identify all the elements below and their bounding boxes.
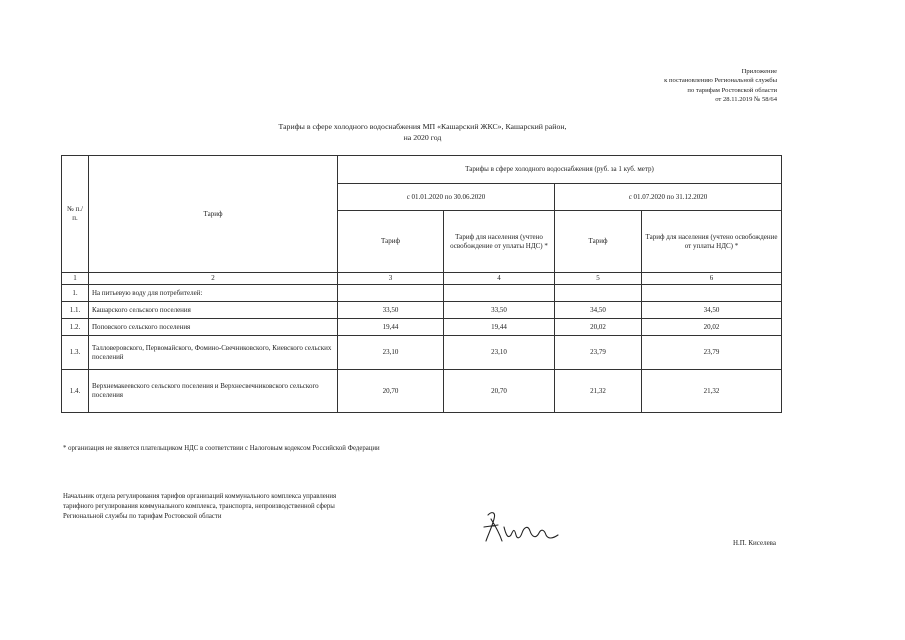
row-value [642, 285, 782, 302]
table-row [62, 285, 782, 302]
row-number: 1.3. [62, 336, 89, 370]
row-value: 23,79 [555, 336, 642, 370]
row-value [444, 285, 555, 302]
header-period-1: с 01.01.2020 по 30.06.2020 [338, 184, 555, 211]
header-col-population: Тариф для населения (учтено освобождение от уплаты НДС) * [444, 211, 555, 273]
row-value: 33,50 [444, 302, 555, 319]
header-row [62, 156, 782, 184]
row-value: 19,44 [338, 319, 444, 336]
column-number: 6 [642, 273, 782, 285]
header-num: № п./п. [62, 156, 89, 273]
column-number: 2 [89, 273, 338, 285]
row-value: 19,44 [444, 319, 555, 336]
header-col-tariff-2: Тариф [555, 211, 642, 273]
document-title [0, 121, 845, 143]
row-value [338, 285, 444, 302]
column-number: 3 [338, 273, 444, 285]
row-number: 1.4. [62, 370, 89, 413]
column-number: 1 [62, 273, 89, 285]
header-col-tariff: Тариф [338, 211, 444, 273]
row-value: 20,70 [338, 370, 444, 413]
row-name: Кашарского сельского поселения [89, 302, 338, 319]
row-name: Поповского сельского поселения [89, 319, 338, 336]
row-value: 20,02 [555, 319, 642, 336]
row-value [555, 285, 642, 302]
row-value: 20,02 [642, 319, 782, 336]
row-value: 34,50 [642, 302, 782, 319]
column-number: 4 [444, 273, 555, 285]
row-value: 20,70 [444, 370, 555, 413]
table-row [62, 302, 782, 319]
row-value: 23,79 [642, 336, 782, 370]
table-row [62, 336, 782, 370]
appendix-line: по тарифам Ростовской области [687, 86, 777, 94]
title-line: Тарифы в сфере холодного водоснабжения МП «Кашарский ЖКС», Кашарский район, [278, 122, 567, 131]
appendix-block [664, 67, 777, 105]
header-period-2: с 01.07.2020 по 31.12.2020 [555, 184, 782, 211]
row-name: На питьевую воду для потребителей: [89, 285, 338, 302]
table-row [62, 370, 782, 413]
table-row [62, 319, 782, 336]
signer-name: Н.П. Киселева [733, 539, 776, 547]
appendix-line: к постановлению Региональной службы [664, 77, 777, 85]
column-number: 5 [555, 273, 642, 285]
row-number: 1.1. [62, 302, 89, 319]
row-number: 1. [62, 285, 89, 302]
row-number: 1.2. [62, 319, 89, 336]
row-value: 21,32 [642, 370, 782, 413]
official-position: Начальник отдела регулирования тарифов организаций коммунального комплекса управления тарифного регулирования коммунального комплекса, транспорта, непроизводственной сферы Региональной службы по тарифам Ростовской области [63, 493, 337, 520]
tariff-table [61, 155, 782, 413]
header-tariff: Тариф [89, 156, 338, 273]
header-group: Тарифы в сфере холодного водоснабжения (руб. за 1 куб. метр) [338, 156, 782, 184]
header-col-population-2: Тариф для населения (учтено освобождение от уплаты НДС) * [642, 211, 782, 273]
row-name: Талловеровского, Первомайского, Фомино-Свечниковского, Киевского сельских поселений [89, 336, 338, 370]
row-value: 34,50 [555, 302, 642, 319]
title-line: на 2020 год [403, 133, 442, 142]
footnote: * организация не является плательщиком НДС в соответствии с Налоговым кодексом Российской Федерации [63, 445, 380, 452]
appendix-line: Приложение [741, 68, 777, 75]
row-value: 23,10 [338, 336, 444, 370]
row-value: 21,32 [555, 370, 642, 413]
appendix-line: от 28.11.2019 № 58/64 [715, 96, 777, 104]
row-value: 23,10 [444, 336, 555, 370]
row-name: Верхнемакеевского сельского поселения и Верхнесвечниковского сельского поселения [89, 370, 338, 413]
column-number-row [62, 273, 782, 285]
row-value: 33,50 [338, 302, 444, 319]
signature-image [482, 505, 562, 547]
